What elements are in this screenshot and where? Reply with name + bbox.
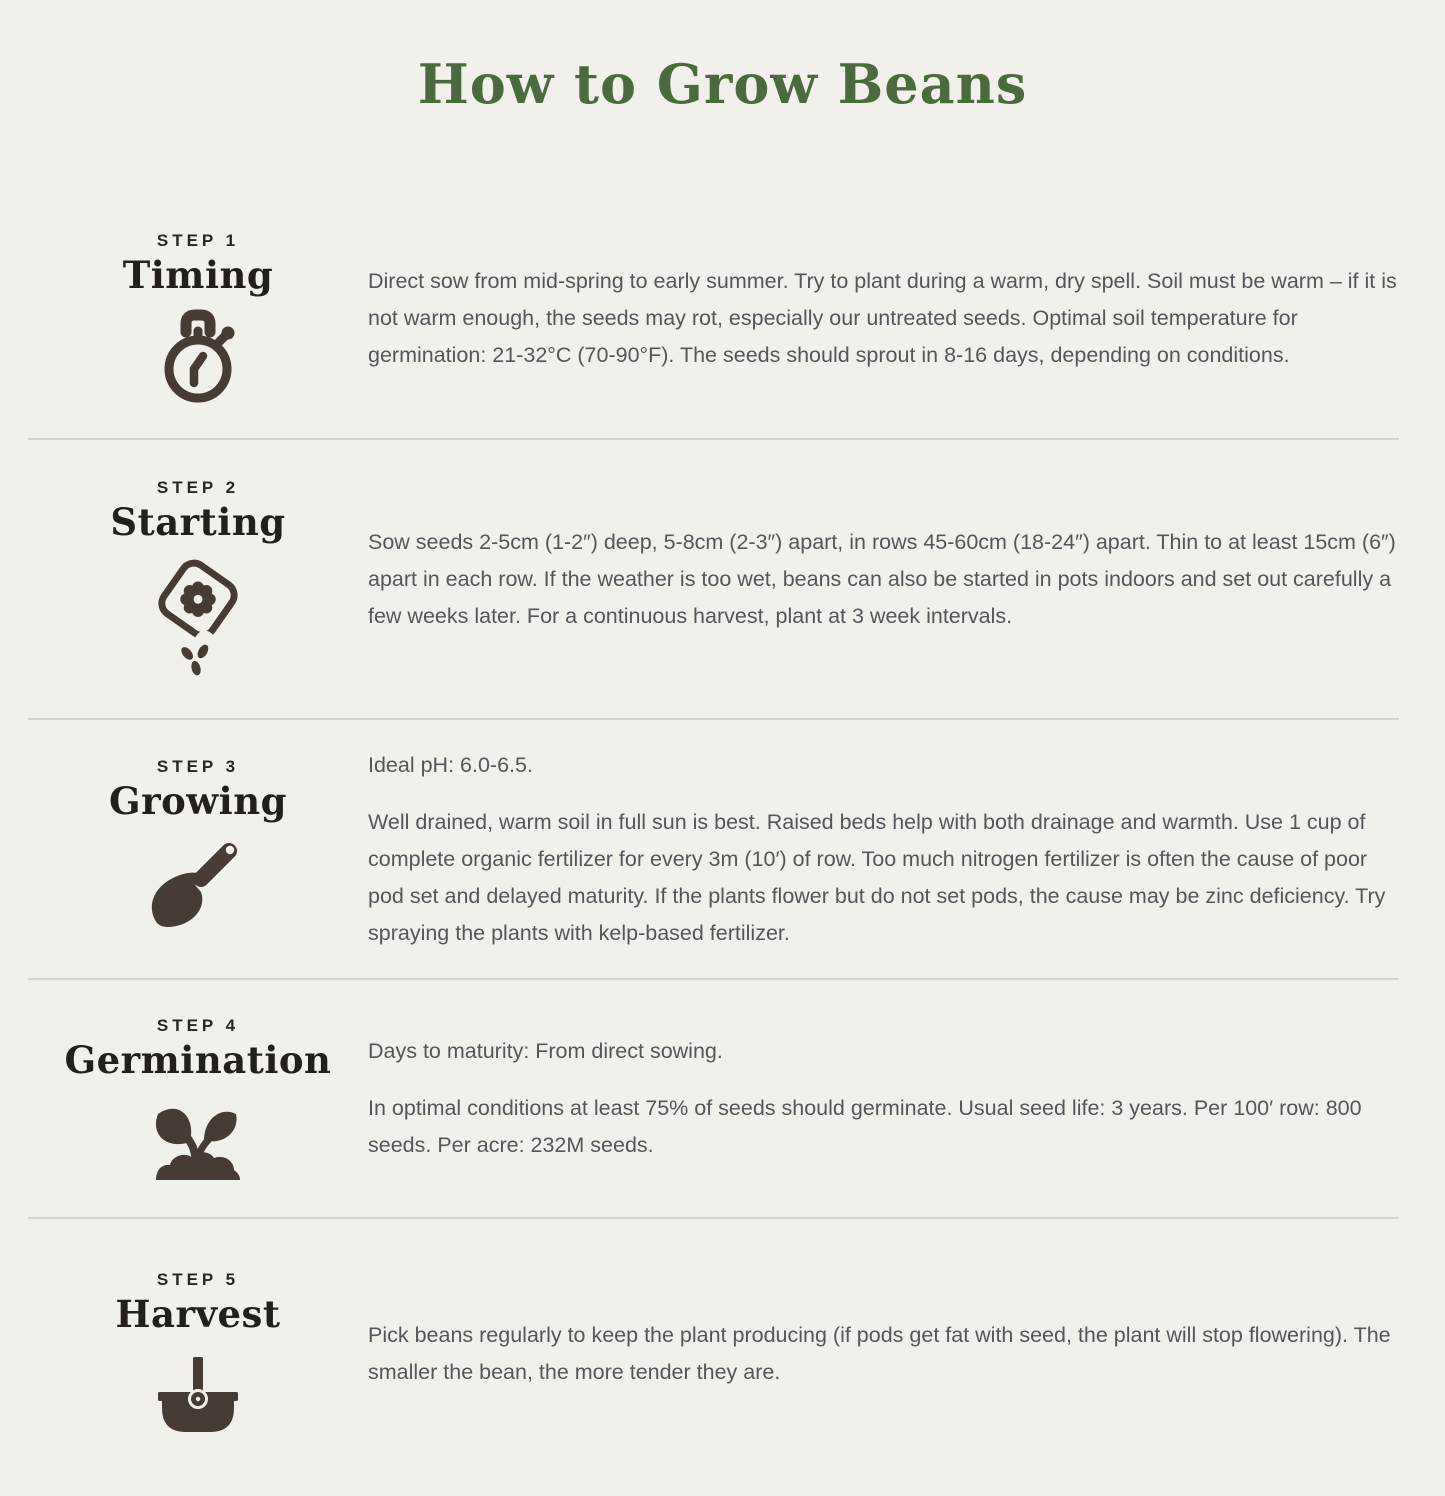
page-title: How to Grow Beans: [417, 52, 1028, 116]
step-3-label: STEP 3: [156, 757, 240, 776]
step-4-paragraph: In optimal conditions at least 75% of seeds should germinate. Usual seed life: 3 years. Per 100′ row: 800 seeds. Per acre: 232M seeds.: [368, 1096, 1362, 1157]
step-2-description: [368, 440, 1445, 718]
step-4-paragraph: Days to maturity: From direct sowing.: [368, 1039, 723, 1063]
step-section-germination: [0, 980, 1445, 1217]
step-5-description: [368, 1219, 1445, 1489]
step-section-timing: [0, 198, 1445, 438]
step-1-paragraph: Direct sow from mid-spring to early summer. Try to plant during a warm, dry spell. Soil must be warm – if it is not warm enough, the seeds may rot, especially our untreated seeds. Optimal soil temperature for germination: 21-32°C (70-90°F). The seeds should sprout in 8-16 days, depending on conditions.: [368, 268, 1397, 367]
basket-icon: [148, 1344, 248, 1439]
step-4-heading-column: [0, 980, 368, 1217]
step-4-description: [368, 980, 1445, 1217]
step-3-description: [368, 720, 1445, 978]
step-3-paragraph: Well drained, warm soil in full sun is best. Raised beds help with both drainage and warmth. Use 1 cup of complete organic fertilizer for every 3m (10′) of row. Too much nitrogen fertilizer is often the cause of poor pod set and delayed maturity. If the plants flower but do not set pods, the cause may be zinc deficiency. Try spraying the plants with kelp-based fertilizer.: [368, 809, 1386, 945]
step-3-title: Growing: [109, 779, 287, 823]
step-1-heading-column: [0, 198, 368, 438]
step-1-title: Timing: [122, 253, 274, 297]
page-header: [0, 0, 1445, 198]
step-3-heading-column: [0, 720, 368, 978]
seed-packet-icon: [143, 552, 253, 680]
step-section-starting: [0, 440, 1445, 718]
step-4-title: Germination: [64, 1037, 332, 1082]
trowel-icon: [143, 831, 253, 941]
step-2-title: Starting: [110, 500, 286, 544]
step-2-paragraph: Sow seeds 2-5cm (1-2″) deep, 5-8cm (2-3″) apart, in rows 45-60cm (18-24″) apart. Thin to at least 15cm (6″) apart in each row. If the weather is too wet, beans can also be started in pots indoors and set out carefully a few weeks later. For a continuous harvest, plant at 3 week intervals.: [368, 529, 1396, 628]
step-1-description: [368, 198, 1445, 438]
step-5-paragraph: Pick beans regularly to keep the plant producing (if pods get fat with seed, the plant will stop flowering). The smaller the bean, the more tender they are.: [368, 1323, 1391, 1384]
stopwatch-icon: [150, 305, 246, 405]
step-2-label: STEP 2: [156, 478, 240, 497]
step-2-heading-column: [0, 440, 368, 718]
step-section-harvest: [0, 1219, 1445, 1489]
step-5-title: Harvest: [115, 1291, 281, 1336]
sprout-icon: [148, 1090, 248, 1182]
step-4-label: STEP 4: [156, 1015, 240, 1035]
step-3-paragraph: Ideal pH: 6.0-6.5.: [368, 752, 533, 777]
step-5-label: STEP 5: [156, 1269, 240, 1289]
step-5-heading-column: [0, 1219, 368, 1489]
step-1-label: STEP 1: [156, 231, 240, 250]
step-section-growing: [0, 720, 1445, 978]
